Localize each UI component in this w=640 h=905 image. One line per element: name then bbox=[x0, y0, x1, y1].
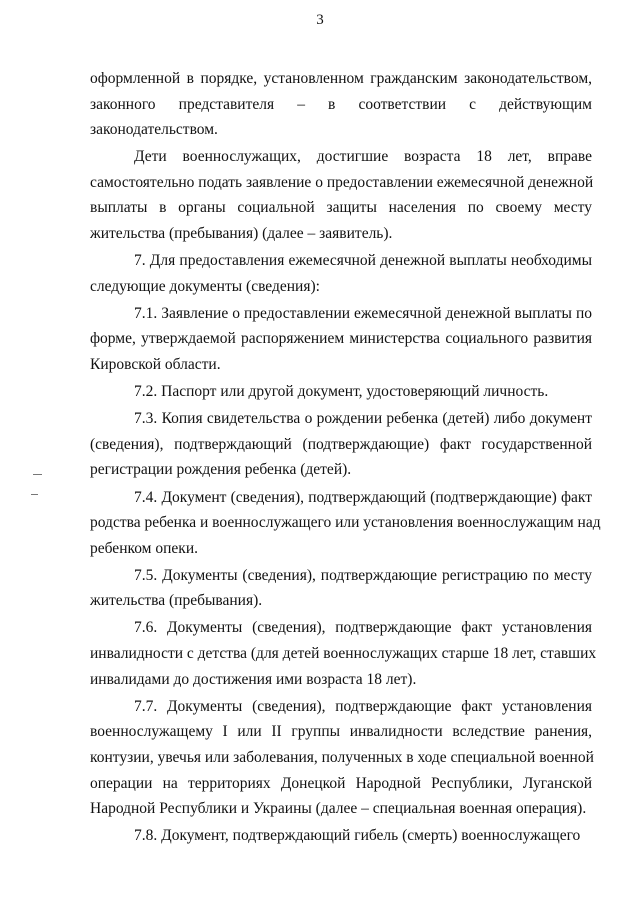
text-line: 7.8. Документ, подтверждающий гибель (смерть) военнослужащего bbox=[134, 827, 581, 845]
document-body bbox=[90, 66, 601, 850]
text-line: оформленной в порядке, установленном гражданским законодательством, bbox=[90, 70, 592, 87]
paragraph bbox=[90, 248, 592, 299]
scan-artifact bbox=[33, 474, 42, 475]
text-line: 7.6. Документы (сведения), подтверждающие факт установления bbox=[134, 619, 592, 637]
page-number: 3 bbox=[316, 12, 324, 28]
paragraph bbox=[90, 615, 597, 692]
paragraph bbox=[90, 406, 592, 483]
text-line: Кировской области. bbox=[90, 356, 221, 374]
scan-artifact bbox=[31, 494, 38, 495]
paragraph bbox=[90, 301, 592, 378]
text-line: операции на территориях Донецкой Народной Республики, Луганской bbox=[90, 774, 592, 792]
text-line: инвалидами до достижения ими возраста 18 лет). bbox=[90, 670, 417, 688]
text-line: ребенком опеки. bbox=[90, 539, 198, 557]
text-line: 7.4. Документ (сведения), подтверждающий (подтверждающие) факт bbox=[134, 488, 592, 506]
text-line: (сведения), подтверждающий (подтверждающие) факт государственной bbox=[90, 435, 592, 453]
text-line: 7.5. Документы (сведения), подтверждающие регистрацию по месту bbox=[134, 566, 592, 584]
paragraph bbox=[90, 144, 592, 246]
text-line: законного представителя – в соответствии с действующим bbox=[90, 95, 592, 113]
text-line: форме, утверждаемой распоряжением министерства социального развития bbox=[90, 330, 592, 348]
text-line: жительства (пребывания) (далее – заявитель). bbox=[90, 225, 393, 243]
paragraph bbox=[90, 485, 601, 562]
text-line: инвалидности с детства (для детей военнослужащих старше 18 лет, ставших bbox=[90, 645, 597, 663]
paragraph bbox=[90, 66, 592, 143]
text-line: военнослужащему I или II группы инвалидности вследствие ранения, bbox=[90, 723, 592, 741]
paragraph bbox=[90, 694, 592, 822]
text-line: 7.1. Заявление о предоставлении ежемесячной денежной выплаты по bbox=[134, 304, 592, 322]
text-line: регистрации рождения ребенка (детей). bbox=[90, 461, 352, 479]
paragraph bbox=[90, 823, 592, 849]
text-line: Народной Республики и Украины (далее – специальная военная операция). bbox=[90, 800, 587, 818]
text-line: самостоятельно подать заявление о предоставлении ежемесячной денежной bbox=[90, 173, 594, 191]
text-line: 7.7. Документы (сведения), подтверждающие факт установления bbox=[134, 697, 592, 715]
text-line: Дети военнослужащих, достигшие возраста 18 лет, вправе bbox=[134, 148, 592, 166]
text-line: 7.3. Копия свидетельства о рождении ребенка (детей) либо документ bbox=[134, 410, 592, 428]
text-line: контузии, увечья или заболевания, полученных в ходе специальной военной bbox=[90, 748, 594, 766]
text-line: законодательством. bbox=[90, 121, 218, 139]
text-line: выплаты в органы социальной защиты населения по своему месту bbox=[90, 199, 592, 217]
text-line: следующие документы (сведения): bbox=[90, 277, 320, 295]
paragraph bbox=[90, 563, 592, 614]
text-line: жительства (пребывания). bbox=[90, 592, 263, 610]
paragraph bbox=[90, 379, 592, 405]
text-line: родства ребенка и военнослужащего или установления военнослужащим над bbox=[90, 514, 601, 532]
text-line: 7.2. Паспорт или другой документ, удостоверяющий личность. bbox=[134, 383, 549, 401]
text-line: 7. Для предоставления ежемесячной денежной выплаты необходимы bbox=[134, 252, 592, 270]
